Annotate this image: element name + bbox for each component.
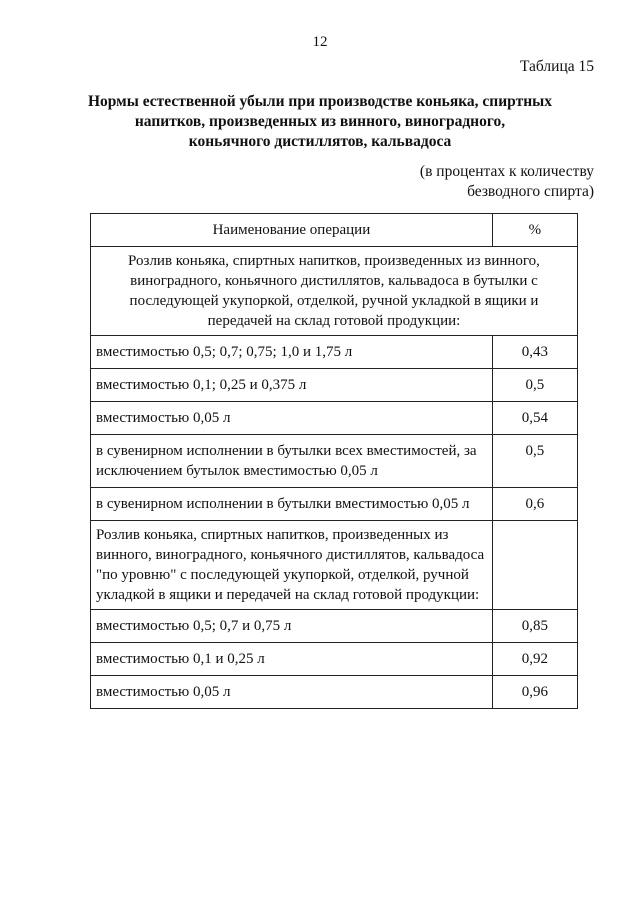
unit-note-line-2: безводного спирта): [467, 183, 594, 200]
section-heading-2: Розлив коньяка, спиртных напитков, произведенных из винного, виноградного, коньячного дистиллятов, кальвадоса "по уровню" с последующей укупоркой, отделкой, ручной укладкой в ящики и передачей на склад готовой продукции:: [91, 521, 493, 610]
section-2-empty-cell: [492, 521, 577, 610]
operation-cell: вместимостью 0,5; 0,7; 0,75; 1,0 и 1,75 л: [91, 336, 493, 369]
header-operation: Наименование операции: [91, 214, 493, 247]
section-row-1: [91, 247, 578, 336]
table-row: [91, 643, 578, 676]
page-number: 12: [312, 34, 328, 50]
percent-cell: 0,43: [492, 336, 577, 369]
title-line-1: Нормы естественной убыли при производстве коньяка, спиртных: [87, 93, 552, 110]
percent-cell: 0,5: [492, 435, 577, 488]
percent-cell: 0,54: [492, 402, 577, 435]
percent-cell: 0,85: [492, 610, 577, 643]
section-row-2: [91, 521, 578, 610]
operation-cell: вместимостью 0,5; 0,7 и 0,75 л: [91, 610, 493, 643]
document-title: [80, 92, 560, 152]
section-heading-1: Розлив коньяка, спиртных напитков, произведенных из винного, виноградного, коньячного дистиллятов, кальвадоса в бутылки с последующей укупоркой, отделкой, ручной укладкой в ящики и передачей на склад готовой продукции:: [91, 247, 578, 336]
header-percent: %: [492, 214, 577, 247]
table-header-row: [91, 214, 578, 247]
table-row: [91, 610, 578, 643]
operation-cell: в сувенирном исполнении в бутылки всех вместимостей, за исключением бутылок вместимостью 0,05 л: [91, 435, 493, 488]
unit-note: [354, 162, 594, 202]
operation-cell: вместимостью 0,05 л: [91, 402, 493, 435]
operation-cell: вместимостью 0,1 и 0,25 л: [91, 643, 493, 676]
table-label: Таблица 15: [519, 58, 594, 75]
percent-cell: 0,92: [492, 643, 577, 676]
table-row: [91, 676, 578, 709]
unit-note-line-1: (в процентах к количеству: [419, 163, 594, 180]
percent-cell: 0,96: [492, 676, 577, 709]
operation-cell: в сувенирном исполнении в бутылки вместимостью 0,05 л: [91, 488, 493, 521]
operation-cell: вместимостью 0,1; 0,25 и 0,375 л: [91, 369, 493, 402]
percent-cell: 0,5: [492, 369, 577, 402]
title-line-3: коньячного дистиллятов, кальвадоса: [188, 133, 452, 150]
operation-cell: вместимостью 0,05 л: [91, 676, 493, 709]
norms-table: [90, 213, 578, 709]
table-row: [91, 402, 578, 435]
percent-cell: 0,6: [492, 488, 577, 521]
table-row: [91, 369, 578, 402]
title-line-2: напитков, произведенных из винного, виноградного,: [134, 113, 506, 130]
table-row: [91, 435, 578, 488]
table-row: [91, 488, 578, 521]
table-row: [91, 336, 578, 369]
